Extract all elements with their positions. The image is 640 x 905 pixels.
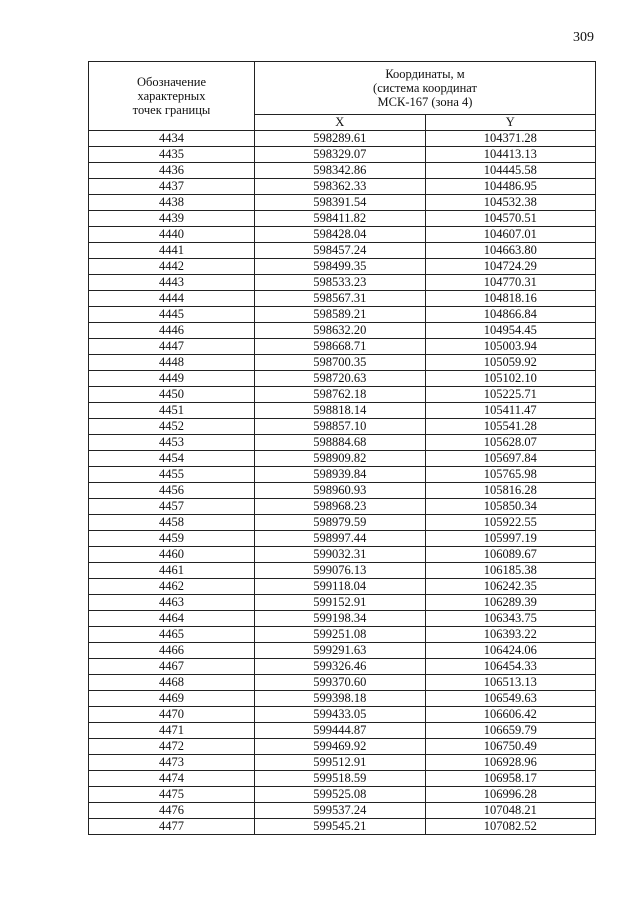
point-id-cell: 4469 bbox=[89, 691, 255, 707]
y-coordinate-cell: 106513.13 bbox=[425, 675, 596, 691]
y-coordinate-cell: 106549.63 bbox=[425, 691, 596, 707]
point-id-cell: 4459 bbox=[89, 531, 255, 547]
y-coordinate-cell: 106289.39 bbox=[425, 595, 596, 611]
y-coordinate-cell: 106750.49 bbox=[425, 739, 596, 755]
point-id-cell: 4448 bbox=[89, 355, 255, 371]
x-coordinate-cell: 598960.93 bbox=[255, 483, 426, 499]
table-row bbox=[89, 611, 596, 627]
y-coordinate-cell: 106185.38 bbox=[425, 563, 596, 579]
table-row bbox=[89, 419, 596, 435]
x-coordinate-cell: 599251.08 bbox=[255, 627, 426, 643]
x-coordinate-cell: 599433.05 bbox=[255, 707, 426, 723]
table-row bbox=[89, 323, 596, 339]
table-row bbox=[89, 307, 596, 323]
table-row bbox=[89, 467, 596, 483]
table-row bbox=[89, 579, 596, 595]
x-coordinate-cell: 598342.86 bbox=[255, 163, 426, 179]
y-coordinate-cell: 105003.94 bbox=[425, 339, 596, 355]
point-id-cell: 4471 bbox=[89, 723, 255, 739]
x-coordinate-cell: 599326.46 bbox=[255, 659, 426, 675]
y-coordinate-cell: 104413.13 bbox=[425, 147, 596, 163]
y-coordinate-cell: 104770.31 bbox=[425, 275, 596, 291]
x-coordinate-cell: 598997.44 bbox=[255, 531, 426, 547]
point-id-cell: 4477 bbox=[89, 819, 255, 835]
boundary-coordinates-table bbox=[88, 61, 596, 835]
x-coordinate-cell: 599525.08 bbox=[255, 787, 426, 803]
x-coordinate-cell: 599291.63 bbox=[255, 643, 426, 659]
x-coordinate-cell: 598362.33 bbox=[255, 179, 426, 195]
table-row bbox=[89, 643, 596, 659]
table-row bbox=[89, 371, 596, 387]
y-coordinate-cell: 106958.17 bbox=[425, 771, 596, 787]
y-coordinate-cell: 104371.28 bbox=[425, 131, 596, 147]
x-coordinate-cell: 598668.71 bbox=[255, 339, 426, 355]
y-coordinate-cell: 104445.58 bbox=[425, 163, 596, 179]
y-coordinate-cell: 106996.28 bbox=[425, 787, 596, 803]
table-row bbox=[89, 515, 596, 531]
point-id-cell: 4475 bbox=[89, 787, 255, 803]
table-row bbox=[89, 211, 596, 227]
table-row bbox=[89, 259, 596, 275]
point-id-cell: 4472 bbox=[89, 739, 255, 755]
x-coordinate-cell: 599537.24 bbox=[255, 803, 426, 819]
y-coordinate-cell: 106928.96 bbox=[425, 755, 596, 771]
table-row bbox=[89, 179, 596, 195]
table-row bbox=[89, 675, 596, 691]
point-id-cell: 4449 bbox=[89, 371, 255, 387]
table-row bbox=[89, 403, 596, 419]
table-row bbox=[89, 739, 596, 755]
table-row bbox=[89, 227, 596, 243]
page-number: 309 bbox=[573, 30, 594, 45]
y-coordinate-cell: 104724.29 bbox=[425, 259, 596, 275]
x-coordinate-cell: 598289.61 bbox=[255, 131, 426, 147]
y-coordinate-cell: 104607.01 bbox=[425, 227, 596, 243]
point-id-cell: 4458 bbox=[89, 515, 255, 531]
table-row bbox=[89, 195, 596, 211]
y-coordinate-cell: 105102.10 bbox=[425, 371, 596, 387]
table-row bbox=[89, 755, 596, 771]
x-coordinate-cell: 598762.18 bbox=[255, 387, 426, 403]
y-coordinate-cell: 106659.79 bbox=[425, 723, 596, 739]
table-row bbox=[89, 803, 596, 819]
table-row bbox=[89, 627, 596, 643]
table-row bbox=[89, 691, 596, 707]
y-coordinate-cell: 104663.80 bbox=[425, 243, 596, 259]
table-row bbox=[89, 483, 596, 499]
x-coordinate-cell: 599545.21 bbox=[255, 819, 426, 835]
x-coordinate-cell: 598499.35 bbox=[255, 259, 426, 275]
coords-header-line-1: Координаты, м bbox=[385, 67, 465, 81]
y-coordinate-cell: 105816.28 bbox=[425, 483, 596, 499]
x-coordinate-cell: 598700.35 bbox=[255, 355, 426, 371]
point-id-cell: 4453 bbox=[89, 435, 255, 451]
y-coordinate-cell: 105850.34 bbox=[425, 499, 596, 515]
table-row bbox=[89, 707, 596, 723]
table-row bbox=[89, 819, 596, 835]
point-id-cell: 4444 bbox=[89, 291, 255, 307]
x-coordinate-cell: 599398.18 bbox=[255, 691, 426, 707]
point-id-cell: 4452 bbox=[89, 419, 255, 435]
y-column-header: Y bbox=[425, 115, 596, 131]
y-coordinate-cell: 107082.52 bbox=[425, 819, 596, 835]
x-coordinate-cell: 598909.82 bbox=[255, 451, 426, 467]
point-id-cell: 4470 bbox=[89, 707, 255, 723]
x-coordinate-cell: 599076.13 bbox=[255, 563, 426, 579]
point-id-cell: 4451 bbox=[89, 403, 255, 419]
point-id-cell: 4450 bbox=[89, 387, 255, 403]
x-coordinate-cell: 598329.07 bbox=[255, 147, 426, 163]
table-row bbox=[89, 291, 596, 307]
point-id-cell: 4440 bbox=[89, 227, 255, 243]
table-row bbox=[89, 723, 596, 739]
y-coordinate-cell: 106242.35 bbox=[425, 579, 596, 595]
point-id-cell: 4464 bbox=[89, 611, 255, 627]
table-row bbox=[89, 275, 596, 291]
y-coordinate-cell: 105997.19 bbox=[425, 531, 596, 547]
y-coordinate-cell: 105697.84 bbox=[425, 451, 596, 467]
table-row bbox=[89, 563, 596, 579]
table-row bbox=[89, 147, 596, 163]
y-coordinate-cell: 106343.75 bbox=[425, 611, 596, 627]
y-coordinate-cell: 107048.21 bbox=[425, 803, 596, 819]
x-column-header: X bbox=[255, 115, 426, 131]
point-id-cell: 4446 bbox=[89, 323, 255, 339]
y-coordinate-cell: 105628.07 bbox=[425, 435, 596, 451]
point-id-cell: 4434 bbox=[89, 131, 255, 147]
point-id-cell: 4441 bbox=[89, 243, 255, 259]
point-id-cell: 4439 bbox=[89, 211, 255, 227]
y-coordinate-cell: 104818.16 bbox=[425, 291, 596, 307]
y-coordinate-cell: 104570.51 bbox=[425, 211, 596, 227]
point-id-cell: 4461 bbox=[89, 563, 255, 579]
x-coordinate-cell: 599518.59 bbox=[255, 771, 426, 787]
y-coordinate-cell: 105765.98 bbox=[425, 467, 596, 483]
y-coordinate-cell: 104866.84 bbox=[425, 307, 596, 323]
point-header-line-1: Обозначение bbox=[136, 75, 207, 89]
point-id-cell: 4455 bbox=[89, 467, 255, 483]
point-id-cell: 4443 bbox=[89, 275, 255, 291]
table-row bbox=[89, 595, 596, 611]
point-id-cell: 4454 bbox=[89, 451, 255, 467]
point-designation-header bbox=[89, 62, 255, 131]
table-row bbox=[89, 387, 596, 403]
y-coordinate-cell: 106089.67 bbox=[425, 547, 596, 563]
x-coordinate-cell: 598979.59 bbox=[255, 515, 426, 531]
y-coordinate-cell: 104954.45 bbox=[425, 323, 596, 339]
x-coordinate-cell: 598818.14 bbox=[255, 403, 426, 419]
table-row bbox=[89, 771, 596, 787]
y-coordinate-cell: 105225.71 bbox=[425, 387, 596, 403]
coordinates-header bbox=[255, 62, 596, 115]
coords-header-line-3: МСК-167 (зона 4) bbox=[377, 95, 473, 109]
x-coordinate-cell: 599370.60 bbox=[255, 675, 426, 691]
x-coordinate-cell: 598632.20 bbox=[255, 323, 426, 339]
x-coordinate-cell: 599444.87 bbox=[255, 723, 426, 739]
x-coordinate-cell: 599198.34 bbox=[255, 611, 426, 627]
coords-header-line-2: (система координат bbox=[373, 81, 477, 95]
table-header-row bbox=[89, 62, 596, 115]
point-id-cell: 4442 bbox=[89, 259, 255, 275]
point-id-cell: 4466 bbox=[89, 643, 255, 659]
point-id-cell: 4435 bbox=[89, 147, 255, 163]
table-row bbox=[89, 355, 596, 371]
table-row bbox=[89, 659, 596, 675]
table-row bbox=[89, 451, 596, 467]
table-row bbox=[89, 339, 596, 355]
x-coordinate-cell: 598589.21 bbox=[255, 307, 426, 323]
y-coordinate-cell: 104532.38 bbox=[425, 195, 596, 211]
y-coordinate-cell: 105541.28 bbox=[425, 419, 596, 435]
x-coordinate-cell: 599512.91 bbox=[255, 755, 426, 771]
table-row bbox=[89, 499, 596, 515]
y-coordinate-cell: 106424.06 bbox=[425, 643, 596, 659]
point-id-cell: 4460 bbox=[89, 547, 255, 563]
x-coordinate-cell: 598939.84 bbox=[255, 467, 426, 483]
x-coordinate-cell: 598428.04 bbox=[255, 227, 426, 243]
table-row bbox=[89, 163, 596, 179]
table-row bbox=[89, 787, 596, 803]
x-coordinate-cell: 598720.63 bbox=[255, 371, 426, 387]
y-coordinate-cell: 105059.92 bbox=[425, 355, 596, 371]
point-id-cell: 4457 bbox=[89, 499, 255, 515]
point-id-cell: 4456 bbox=[89, 483, 255, 499]
x-coordinate-cell: 598968.23 bbox=[255, 499, 426, 515]
x-coordinate-cell: 599469.92 bbox=[255, 739, 426, 755]
point-id-cell: 4463 bbox=[89, 595, 255, 611]
y-coordinate-cell: 106454.33 bbox=[425, 659, 596, 675]
point-id-cell: 4476 bbox=[89, 803, 255, 819]
x-coordinate-cell: 598533.23 bbox=[255, 275, 426, 291]
x-coordinate-cell: 599152.91 bbox=[255, 595, 426, 611]
y-coordinate-cell: 106393.22 bbox=[425, 627, 596, 643]
point-id-cell: 4445 bbox=[89, 307, 255, 323]
y-coordinate-cell: 105411.47 bbox=[425, 403, 596, 419]
y-coordinate-cell: 104486.95 bbox=[425, 179, 596, 195]
table-row bbox=[89, 435, 596, 451]
table-row bbox=[89, 243, 596, 259]
table-row bbox=[89, 131, 596, 147]
table-body bbox=[89, 131, 596, 835]
x-coordinate-cell: 598567.31 bbox=[255, 291, 426, 307]
point-id-cell: 4465 bbox=[89, 627, 255, 643]
x-coordinate-cell: 599032.31 bbox=[255, 547, 426, 563]
point-id-cell: 4437 bbox=[89, 179, 255, 195]
point-id-cell: 4473 bbox=[89, 755, 255, 771]
point-id-cell: 4436 bbox=[89, 163, 255, 179]
point-id-cell: 4474 bbox=[89, 771, 255, 787]
table-row bbox=[89, 531, 596, 547]
x-coordinate-cell: 598391.54 bbox=[255, 195, 426, 211]
point-id-cell: 4438 bbox=[89, 195, 255, 211]
point-id-cell: 4462 bbox=[89, 579, 255, 595]
point-id-cell: 4467 bbox=[89, 659, 255, 675]
point-header-line-2: характерных bbox=[137, 89, 206, 103]
x-coordinate-cell: 599118.04 bbox=[255, 579, 426, 595]
point-header-line-3: точек границы bbox=[132, 103, 211, 117]
y-coordinate-cell: 105922.55 bbox=[425, 515, 596, 531]
point-id-cell: 4447 bbox=[89, 339, 255, 355]
x-coordinate-cell: 598857.10 bbox=[255, 419, 426, 435]
table-row bbox=[89, 547, 596, 563]
x-coordinate-cell: 598411.82 bbox=[255, 211, 426, 227]
y-coordinate-cell: 106606.42 bbox=[425, 707, 596, 723]
x-coordinate-cell: 598457.24 bbox=[255, 243, 426, 259]
x-coordinate-cell: 598884.68 bbox=[255, 435, 426, 451]
point-id-cell: 4468 bbox=[89, 675, 255, 691]
